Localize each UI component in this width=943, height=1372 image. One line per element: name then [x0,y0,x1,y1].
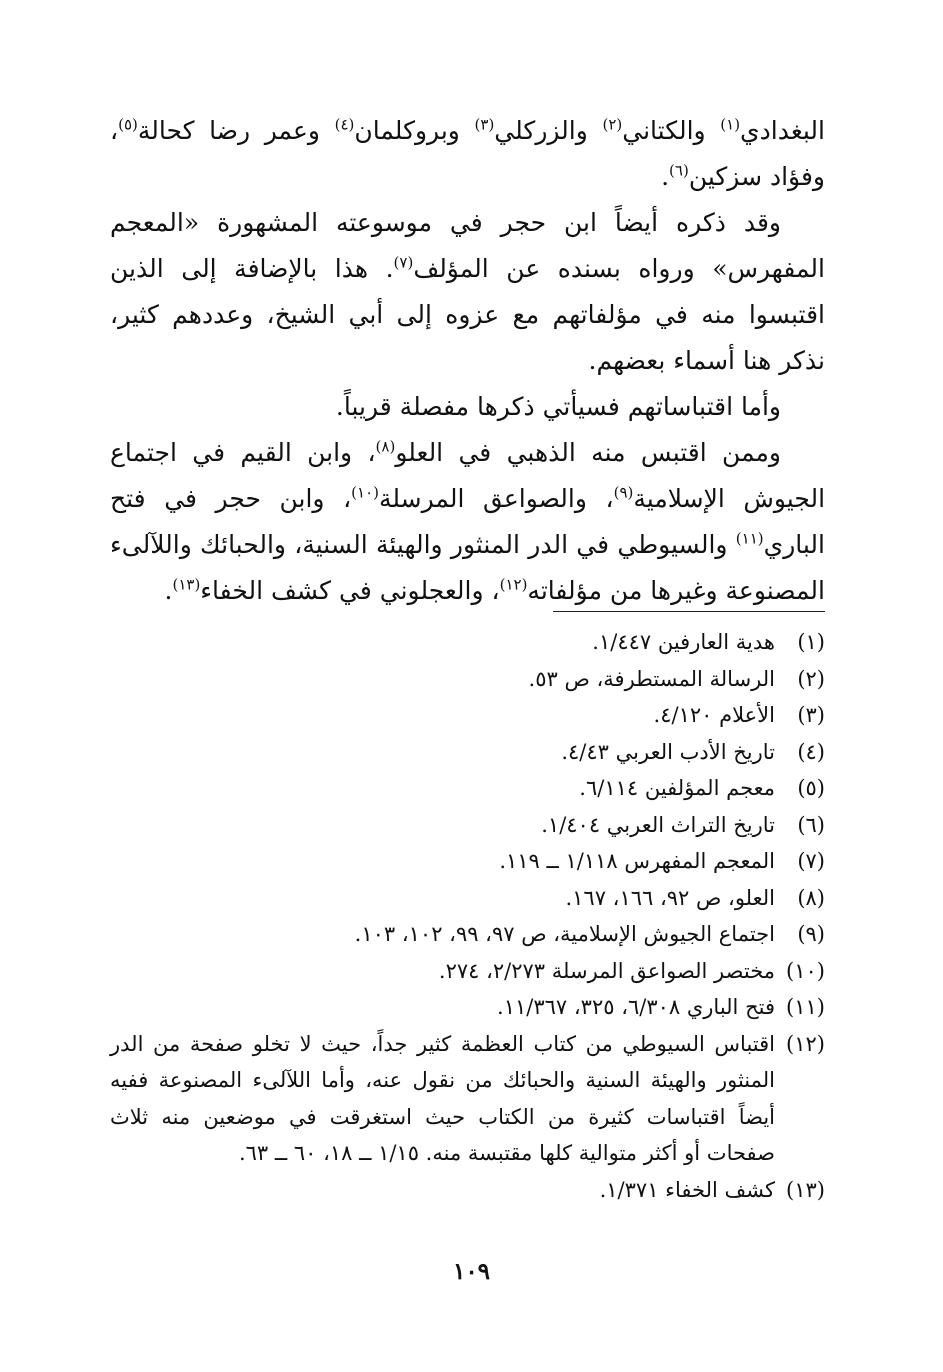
footnote-ref[interactable]: (١٢) [499,575,528,594]
footnote-ref[interactable]: (٥) [118,115,138,134]
footnote-ref[interactable]: (١٠) [351,483,379,502]
footnote-number: (٣) [797,703,825,727]
footnote-item [110,697,825,734]
footnote-item [110,624,825,661]
footnotes-list [110,624,825,1208]
text-run: ، وابن القيم في اجتماع الجيوش الإسلامية [110,438,826,513]
footnote-ref[interactable]: (٤) [334,115,355,134]
footnote-ref[interactable]: (٣) [474,115,495,134]
text-run: . هذا بالإضافة إلى الذين اقتبسوا منه في مؤلفاتهم مع عزوه إلى أبي الشيخ، وعددهم كثير، نذكر هنا أسماء بعضهم. [110,254,825,375]
paragraph-2 [110,200,825,384]
text-run: ، والعجلوني في كشف الخفاء [200,576,500,605]
footnote-ref[interactable]: (٧) [393,253,414,272]
footnote-number: (٢) [797,666,825,691]
footnote-item [110,989,825,1026]
footnote-text: اجتماع الجيوش الإسلامية، ص ٩٧، ٩٩، ١٠٢، ١٠٣. [354,922,775,946]
footnote-ref[interactable]: (١١) [735,529,764,548]
footnote-number: (١٣) [786,1177,825,1202]
text-run: البغدادي [740,116,825,145]
footnote-number: (١) [797,630,825,654]
paragraph-4 [110,430,825,614]
footnote-separator [553,611,825,612]
paragraph-1 [110,108,825,200]
footnote-ref[interactable]: (١) [720,115,741,134]
footnote-number: (٩) [797,922,825,946]
footnote-number: (١٢) [786,1031,825,1056]
footnote-text: مختصر الصواعق المرسلة ٢/٢٧٣، ٢٧٤. [438,958,775,983]
footnote-text: المعجم المفهرس ١/١١٨ ــ ١١٩. [499,849,775,873]
footnote-number: (٦) [797,812,825,837]
footnote-ref[interactable]: (٩) [613,483,634,502]
footnote-text: كشف الخفاء ١/٣٧١. [599,1177,775,1202]
text-run: وبروكلمان [354,116,475,145]
text-run: ، والصواعق المرسلة [379,484,614,513]
footnote-text: الأعلام ٤/١٢٠. [653,703,775,727]
text-run: وممن اقتبس منه الذهبي في العلو [395,438,781,467]
footnote-item [110,916,825,953]
footnote-text: تاريخ الأدب العربي ٤/٤٣. [561,739,775,764]
footnote-text: هدية العارفين ١/٤٤٧. [592,630,775,654]
footnote-text: العلو، ص ٩٢، ١٦٦، ١٦٧. [565,885,775,910]
text-run: ، وابن حجر في فتح الباري [110,484,825,559]
footnote-ref[interactable]: (٦) [669,161,689,180]
footnote-number: (١١) [786,995,825,1019]
footnote-text: الرسالة المستطرفة، ص ٥٣. [528,666,775,691]
footnote-number: (٤) [797,739,825,764]
footnote-number: (٧) [797,849,825,873]
footnote-ref[interactable]: (١٣) [172,575,201,594]
page-number: ١٠٩ [452,1258,491,1285]
text-run: ، وفؤاد سزكين [110,116,825,191]
footnote-ref[interactable]: (٨) [375,437,396,456]
footnote-item [110,1026,825,1172]
footnote-number: (٨) [797,885,825,910]
footnote-text: تاريخ التراث العربي ١/٤٠٤. [541,812,775,837]
text-run: . [164,576,173,605]
footnote-item [110,734,825,771]
text-run: وعمر رضا كحالة [137,116,335,145]
footnote-ref[interactable]: (٢) [602,115,623,134]
main-text [110,108,825,614]
footnote-text: اقتباس السيوطي من كتاب العظمة كثير جداً، حيث لا تخلو صفحة من الدر المنثور والهيئة السنية والحبائك من نقول عنه، وأما اللآلىء المصنوعة ففيه أيضاً اقتباسات كثيرة من الكتاب حيث استغرقت في موضعين منه ثلاث صفحات أو أكثر متوالية كلها مقتبسة منه. ١/١٥ ــ ١٨، ٦٠ ــ ٦٣. [110,1031,775,1165]
text-run: وقد ذكره أيضاً ابن حجر في موسوعته المشهورة «المعجم المفهرس» ورواه بسنده عن المؤلف [110,208,825,283]
footnote-item [110,953,825,990]
text-run: والزركلي [494,116,603,145]
footnote-number: (٥) [797,776,825,800]
footnote-item [110,1172,825,1209]
footnote-item [110,880,825,917]
footnote-number: (١٠) [786,958,825,983]
footnote-text: فتح الباري ٦/٣٠٨، ٣٢٥، ١١/٣٦٧. [497,995,775,1019]
text-run: والسيوطي في الدر المنثور والهيئة السنية، والحبائك واللآلىء المصنوعة وغيرها من مؤلفاته [110,530,825,605]
text-run: . [661,162,670,191]
footnote-item [110,770,825,807]
footnote-item [110,843,825,880]
footnote-item [110,807,825,844]
text-run: والكتاني [622,116,721,145]
paragraph-3: وأما اقتباساتهم فسيأتي ذكرها مفصلة قريباً. [335,392,781,421]
footnote-item [110,661,825,698]
footnote-text: معجم المؤلفين ٦/١١٤. [579,776,775,800]
